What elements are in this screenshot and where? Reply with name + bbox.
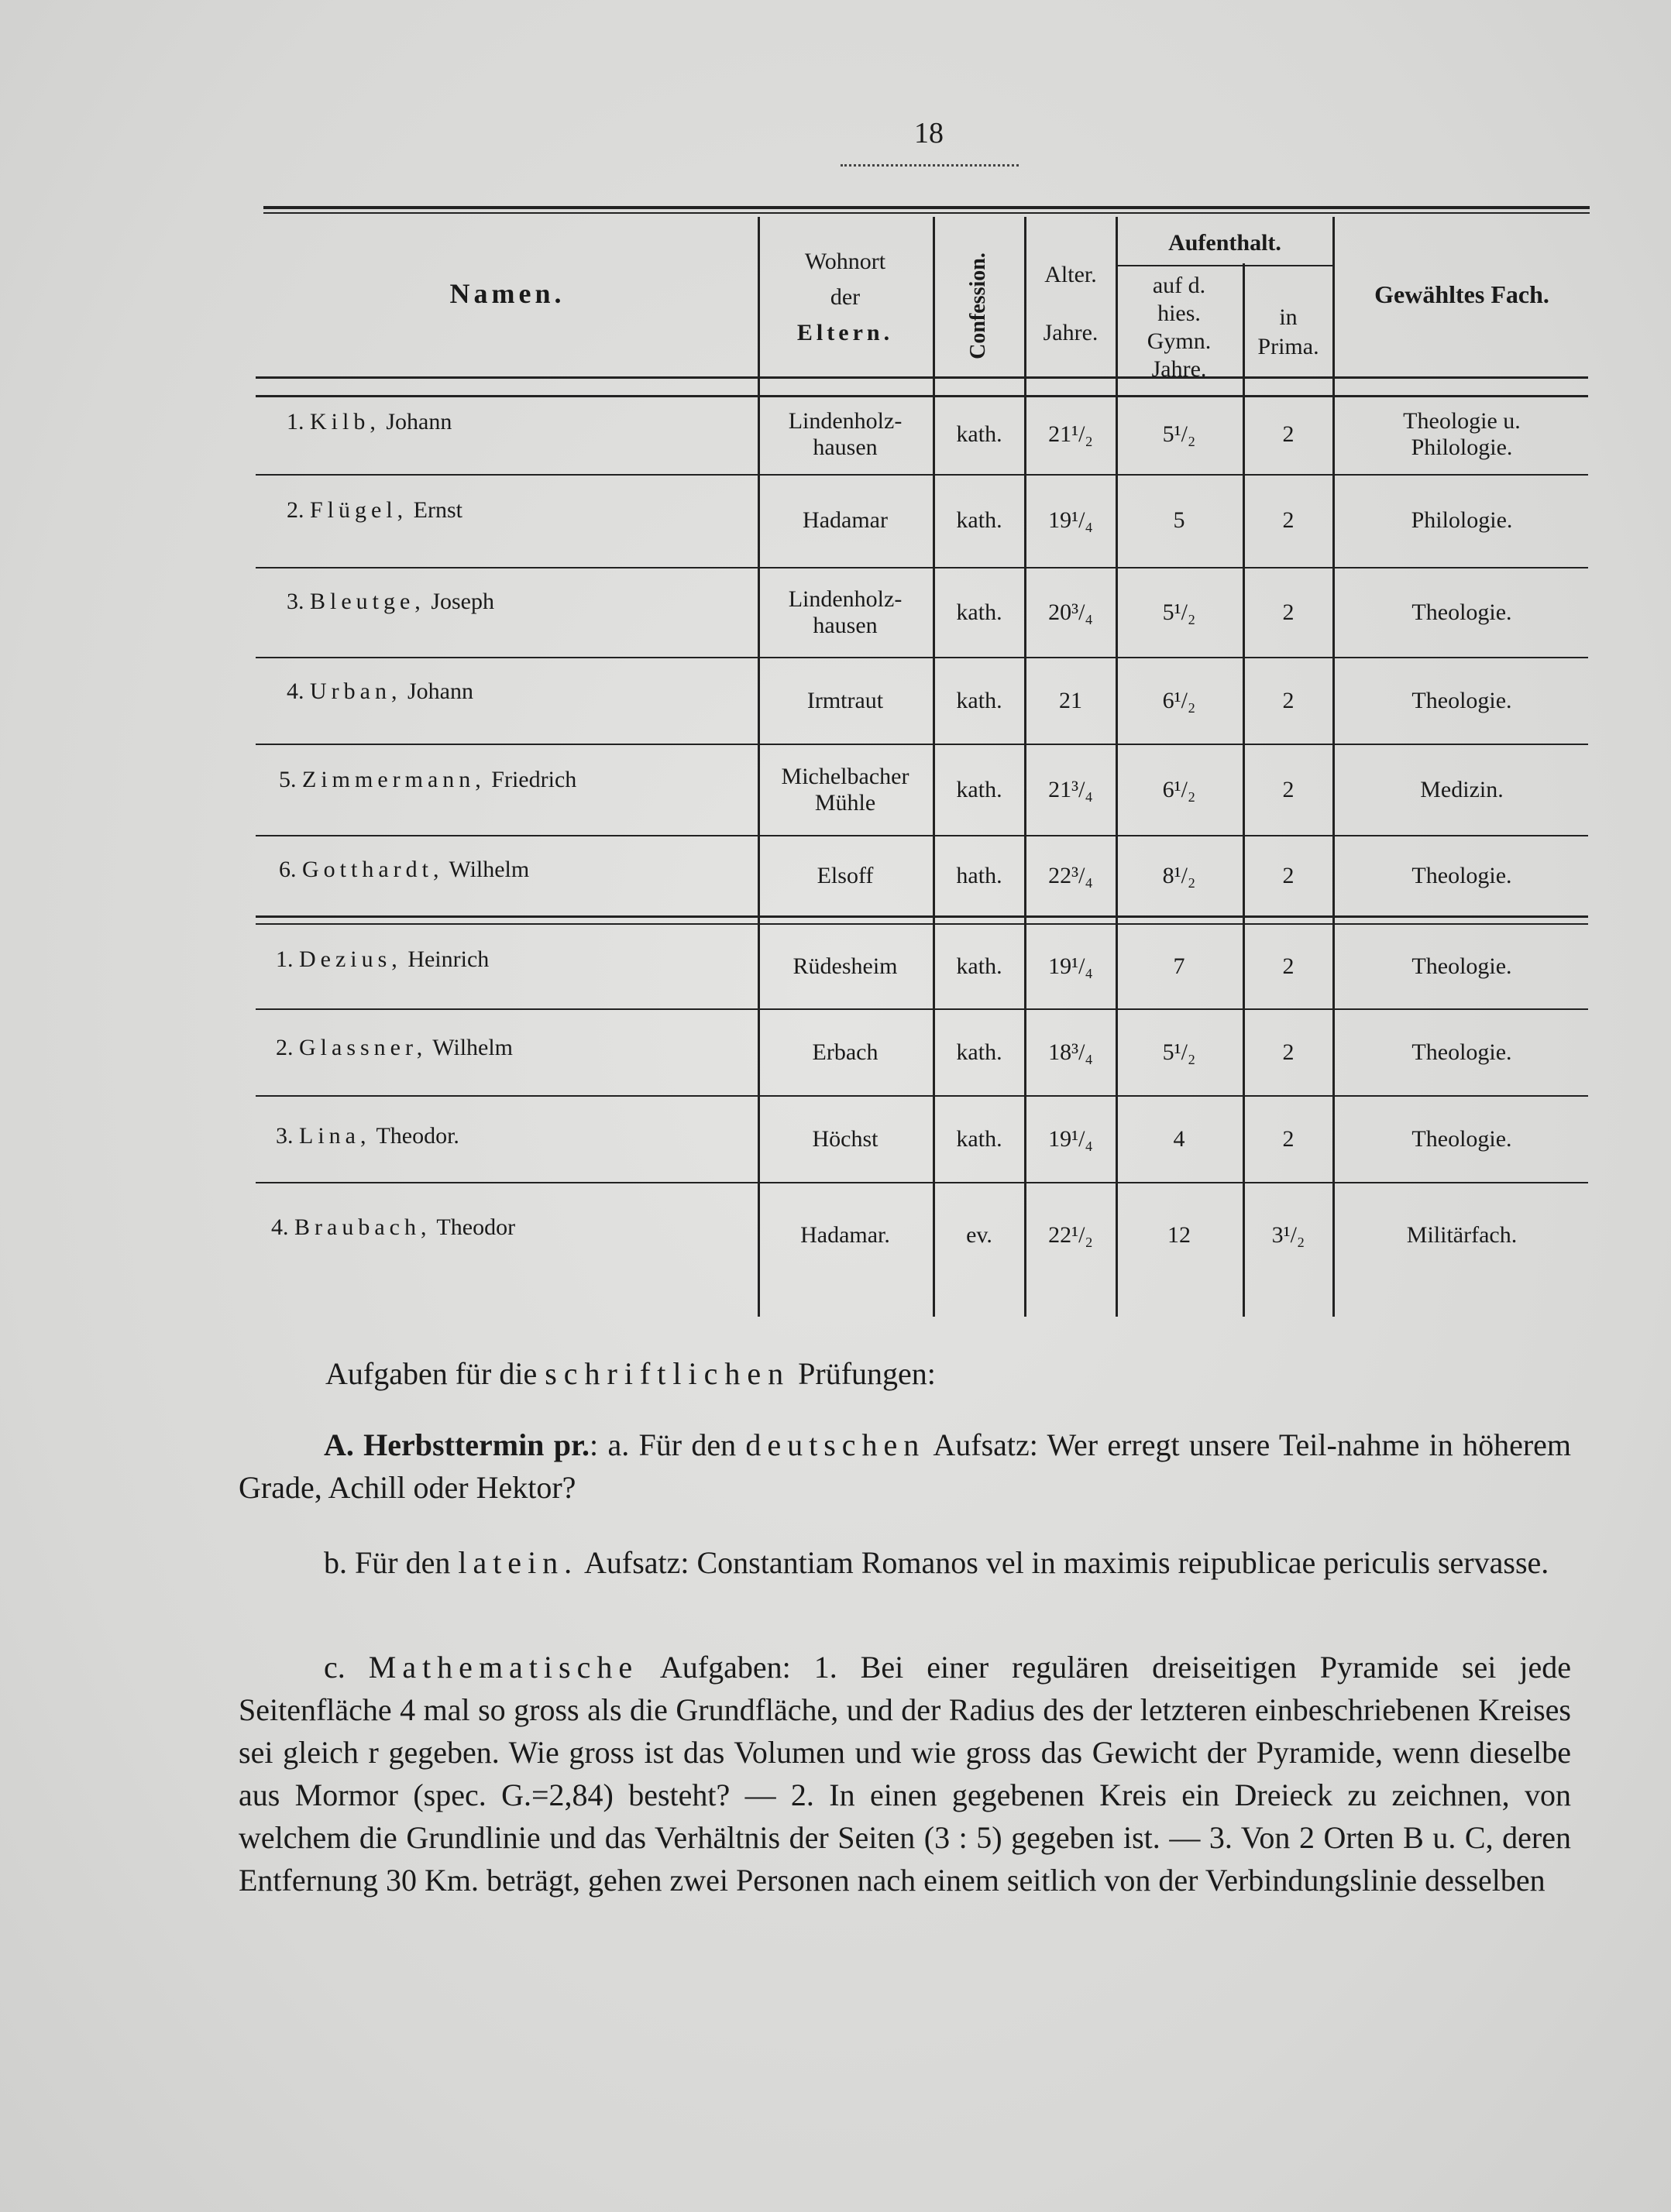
cell-confession: kath. <box>956 507 1002 533</box>
cell-residence: Hadamar. <box>800 1221 890 1248</box>
table-row-name: 5. Zimmermann, Friedrich <box>279 767 577 792</box>
header-residence-3: Eltern. <box>796 319 894 345</box>
cell-prima: 2 <box>1282 421 1295 447</box>
cell-residence: Hadamar <box>803 507 888 533</box>
table-header-rule <box>256 376 1588 379</box>
cell-gym: 5¹/₂ <box>1162 1039 1196 1065</box>
cell-subject: Militärfach. <box>1406 1221 1518 1248</box>
table-row-name: 6. Gotthardt, Wilhelm <box>279 857 530 882</box>
cell-confession: kath. <box>956 687 1002 713</box>
table-row-name: 1. Dezius, Heinrich <box>276 946 490 972</box>
row-rule <box>256 835 1588 836</box>
header-confession: Confession. <box>966 252 990 359</box>
cell-subject: Theologie. <box>1411 953 1512 979</box>
header-age-2: Jahre. <box>1043 319 1099 345</box>
cell-subject: Medizin. <box>1420 776 1504 802</box>
cell-confession: kath. <box>956 953 1002 979</box>
cell-prima: 2 <box>1282 507 1295 533</box>
cell-confession: kath. <box>956 421 1002 447</box>
cell-age: 21 <box>1059 687 1082 713</box>
row-rule <box>256 657 1588 658</box>
table-header-rule-2 <box>256 395 1588 397</box>
header-stay-gym-1: auf d. <box>1152 272 1206 298</box>
cell-age: 19¹/₄ <box>1048 953 1093 979</box>
cell-age: 21³/₄ <box>1048 776 1093 802</box>
cell-confession: kath. <box>956 776 1002 802</box>
cell-age: 20³/₄ <box>1048 599 1093 625</box>
cell-prima: 3¹/₂ <box>1271 1221 1305 1248</box>
cell-subject: Theologie. <box>1411 687 1512 713</box>
table-top-rule-thin <box>263 212 1590 214</box>
header-stay-gym-4: Jahre. <box>1151 356 1207 382</box>
cell-gym: 6¹/₂ <box>1162 687 1196 713</box>
cell-gym: 5¹/₂ <box>1162 599 1196 625</box>
cell-prima: 2 <box>1282 599 1295 625</box>
table-row-name: 3. Lina, Theodor. <box>276 1123 459 1149</box>
cell-confession: ev. <box>966 1221 992 1248</box>
table-row-name: 3. Bleutge, Joseph <box>287 589 494 614</box>
table-row-name: 2. Flügel, Ernst <box>287 497 462 523</box>
paragraph-mathematics: c. Mathematische Aufgaben: 1. Bei einer regulären dreiseitigen Pyramide sei jede Seitenfläche 4 mal so gross als die Grundfläche, und der Radius des der letzteren einbeschriebenen Kreises sei gleich r gegeben. Wie gross ist das Volumen und wie gross das Gewicht der Pyramide, wenn dieselbe aus Mormor (spec. G.=2,84) besteht? — 2. In einen gegebenen Kreis ein Dreieck zu zeichnen, von welchem die Grundlinie und das Verhältnis der Seiten (3 : 5) gegeben ist. — 3. Von 2 Orten B u. C, deren Entfernung 30 Km. beträgt, gehen zwei Personen nach einem seitlich von der Verbindungslinie desselben <box>239 1650 1572 1898</box>
cell-subject: Philologie. <box>1411 507 1513 533</box>
row-rule <box>256 567 1588 568</box>
header-stay-prima-1: in <box>1279 304 1298 330</box>
cell-prima: 2 <box>1282 1125 1295 1152</box>
cell-prima: 2 <box>1282 862 1295 888</box>
cell-confession: kath. <box>956 1125 1002 1152</box>
cell-gym: 5 <box>1173 507 1185 533</box>
cell-confession: kath. <box>956 599 1002 625</box>
cell-residence: Rüdesheim <box>793 953 898 979</box>
header-stay-prima-2: Prima. <box>1257 333 1319 359</box>
row-rule <box>256 474 1588 476</box>
cell-prima: 2 <box>1282 953 1295 979</box>
paragraph-latin: b. Für den latein. Aufsatz: Constantiam Romanos vel in maximis reipublicae periculis servasse. <box>324 1545 1549 1580</box>
row-rule <box>256 744 1588 745</box>
header-stay-gym-2: hies. <box>1157 300 1201 326</box>
row-rule <box>256 1008 1588 1010</box>
page-number: 18 <box>914 117 944 149</box>
ornament-divider <box>841 153 1019 167</box>
cell-age: 21¹/₂ <box>1048 421 1093 447</box>
cell-age: 22³/₄ <box>1048 862 1093 888</box>
cell-residence: Höchst <box>812 1125 878 1152</box>
exam-heading: Aufgaben für die schriftlichen Prüfungen: <box>325 1356 936 1391</box>
cell-residence: Lindenholz- hausen <box>788 586 903 638</box>
header-age-1: Alter. <box>1044 261 1097 287</box>
section-rule-thin <box>256 923 1588 925</box>
cell-age: 22¹/₂ <box>1048 1221 1093 1248</box>
cell-confession: hath. <box>956 862 1002 888</box>
header-stay-gym-3: Gymn. <box>1147 328 1212 354</box>
cell-subject: Theologie u. Philologie. <box>1403 407 1521 460</box>
table-row-name: 4. Urban, Johann <box>287 678 473 704</box>
cell-prima: 2 <box>1282 776 1295 802</box>
cell-residence: Erbach <box>812 1039 878 1065</box>
cell-gym: 4 <box>1173 1125 1185 1152</box>
section-rule <box>256 915 1588 918</box>
cell-residence: Irmtraut <box>806 687 884 713</box>
header-names: Namen. <box>449 278 566 310</box>
cell-subject: Theologie. <box>1411 599 1512 625</box>
paragraph-autumn-german: A. Herbsttermin pr.: a. Für den deutschen Aufsatz: Wer erregt unsere Teil-nahme in höherem Grade, Achill oder Hektor? <box>239 1427 1572 1505</box>
table-row-name: 1. Kilb, Johann <box>287 409 452 434</box>
row-rule <box>256 1182 1588 1183</box>
table-top-rule <box>263 206 1590 209</box>
cell-age: 18³/₄ <box>1048 1039 1093 1065</box>
cell-confession: kath. <box>956 1039 1002 1065</box>
cell-subject: Theologie. <box>1411 1125 1512 1152</box>
cell-gym: 7 <box>1173 953 1185 979</box>
row-rule <box>256 1095 1588 1097</box>
cell-gym: 8¹/₂ <box>1162 862 1196 888</box>
header-residence-2: der <box>830 283 861 310</box>
header-residence-1: Wohnort <box>804 248 886 274</box>
cell-gym: 5¹/₂ <box>1162 421 1196 447</box>
table-row-name: 2. Glassner, Wilhelm <box>276 1035 514 1060</box>
cell-residence: Michelbacher Mühle <box>781 763 909 816</box>
header-stay: Aufenthalt. <box>1168 229 1281 256</box>
cell-prima: 2 <box>1282 1039 1295 1065</box>
table-row-name: 4. Braubach, Theodor <box>271 1214 516 1240</box>
cell-gym: 12 <box>1167 1221 1191 1248</box>
cell-age: 19¹/₄ <box>1048 507 1093 533</box>
cell-age: 19¹/₄ <box>1048 1125 1093 1152</box>
cell-residence: Lindenholz- hausen <box>788 407 903 460</box>
cell-residence: Elsoff <box>817 862 874 888</box>
cell-subject: Theologie. <box>1411 1039 1512 1065</box>
stay-subheader-rule <box>1116 265 1334 266</box>
cell-prima: 2 <box>1282 687 1295 713</box>
header-subject: Gewähltes Fach. <box>1374 280 1549 308</box>
cell-subject: Theologie. <box>1411 862 1512 888</box>
cell-gym: 6¹/₂ <box>1162 776 1196 802</box>
